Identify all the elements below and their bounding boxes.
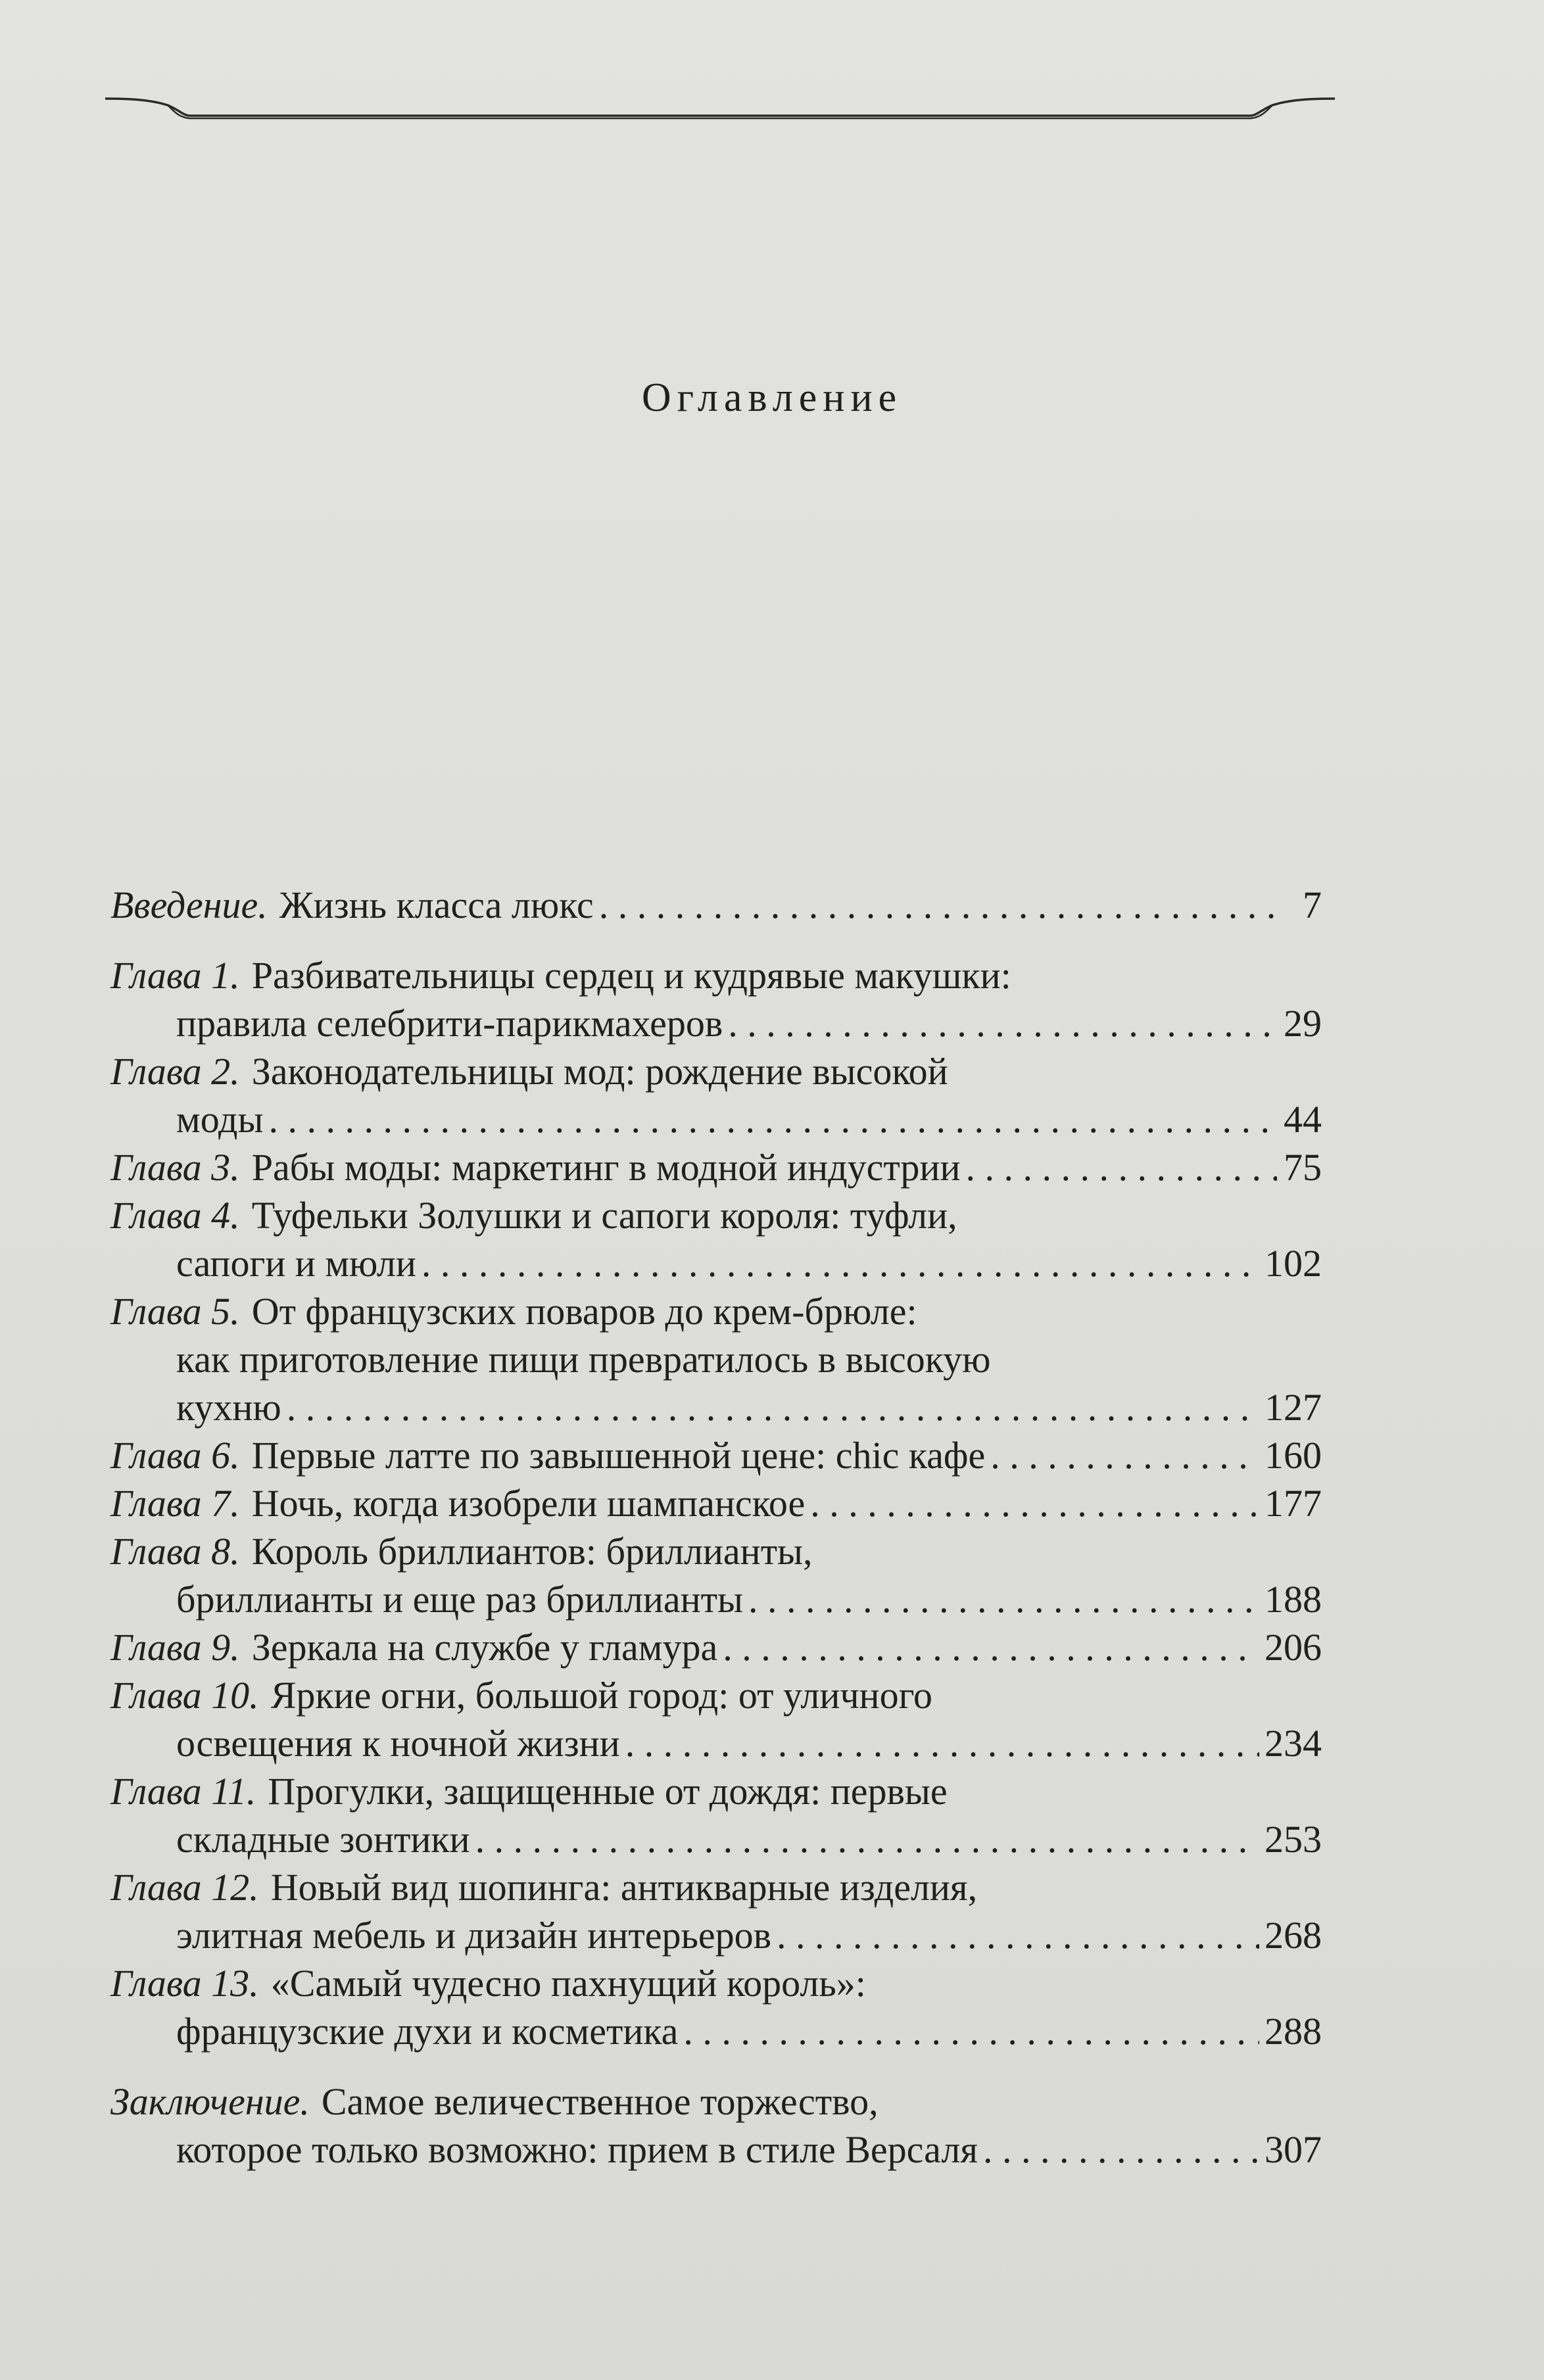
toc-entry-label: Глава 8. bbox=[110, 1530, 240, 1573]
toc-entry-title: французские духи и косметика bbox=[176, 2010, 679, 2053]
toc-entry-line bbox=[110, 1959, 1322, 2007]
toc-entry-line bbox=[110, 999, 1322, 1047]
dot-leader bbox=[810, 1479, 1259, 1527]
dot-leader bbox=[475, 1815, 1259, 1863]
toc-entry-label: Глава 6. bbox=[110, 1434, 240, 1477]
toc-entry-line bbox=[110, 1671, 1322, 1719]
toc-entry bbox=[110, 881, 1322, 929]
dot-leader bbox=[777, 1911, 1259, 1959]
dot-leader bbox=[683, 2007, 1259, 2055]
toc-entry-title: Новый вид шопинга: антикварные изделия, bbox=[270, 1866, 978, 1909]
toc-entry bbox=[110, 1671, 1322, 1767]
toc-page-number: 253 bbox=[1265, 1818, 1322, 1861]
toc-entry-line bbox=[110, 1191, 1322, 1239]
toc-entry-title: От французских поваров до крем-брюле: bbox=[251, 1290, 917, 1333]
toc-entry-line bbox=[110, 2007, 1322, 2055]
toc-entry-title: Зеркала на службе у гламура bbox=[251, 1626, 718, 1669]
toc-entry-line bbox=[110, 1335, 1322, 1383]
toc-page-number: 234 bbox=[1265, 1722, 1322, 1765]
toc-page-number: 160 bbox=[1265, 1434, 1322, 1477]
toc-entry bbox=[110, 2078, 1322, 2174]
dot-leader bbox=[723, 1623, 1259, 1671]
toc-entry bbox=[110, 1959, 1322, 2055]
toc-page-number: 206 bbox=[1265, 1626, 1322, 1669]
toc-entry-line bbox=[110, 1239, 1322, 1287]
toc-entry-title: правила селебрити-парикмахеров bbox=[176, 1002, 723, 1045]
toc-heading: Оглавление bbox=[641, 375, 903, 420]
toc-entry-title: сапоги и мюли bbox=[176, 1242, 416, 1285]
toc-entry-title: Рабы моды: маркетинг в модной индустрии bbox=[251, 1146, 961, 1189]
dot-leader bbox=[599, 881, 1277, 929]
toc-entry bbox=[110, 1431, 1322, 1479]
dot-leader bbox=[748, 1575, 1259, 1623]
toc-page-number: 307 bbox=[1265, 2128, 1322, 2171]
toc-page-number: 29 bbox=[1284, 1002, 1322, 1045]
toc-entry-title: Король бриллиантов: бриллианты, bbox=[251, 1530, 813, 1573]
toc-page-number: 177 bbox=[1265, 1482, 1322, 1525]
toc-entry-line bbox=[110, 1479, 1322, 1527]
toc-entry-line bbox=[110, 2126, 1322, 2174]
toc-entry-line bbox=[110, 1287, 1322, 1335]
toc-entry-title: Ночь, когда изобрели шампанское bbox=[251, 1482, 806, 1525]
toc-entry bbox=[110, 1143, 1322, 1191]
toc-entry-title: кухню bbox=[176, 1386, 281, 1429]
toc-entry bbox=[110, 1047, 1322, 1143]
toc-entry-title: Первые латте по завышенной цене: chic кафе bbox=[251, 1434, 986, 1477]
dot-leader bbox=[422, 1239, 1259, 1287]
toc-entry-label: Введение. bbox=[110, 884, 268, 926]
dot-leader bbox=[983, 2126, 1259, 2174]
toc-entry-title: которое только возможно: прием в стиле Версаля bbox=[176, 2128, 978, 2171]
toc-entry-label: Глава 7. bbox=[110, 1482, 240, 1525]
toc-entry bbox=[110, 1767, 1322, 1863]
toc-entry-line bbox=[110, 1575, 1322, 1623]
toc-entry-title: Яркие огни, большой город: от уличного bbox=[270, 1674, 932, 1717]
toc-entry bbox=[110, 1479, 1322, 1527]
toc-entry-title: Законодательницы мод: рождение высокой bbox=[251, 1050, 948, 1093]
toc-entry-title: освещения к ночной жизни bbox=[176, 1722, 620, 1765]
toc-entry-title: как приготовление пищи превратилось в высокую bbox=[176, 1338, 991, 1381]
toc-entry-label: Заключение. bbox=[110, 2080, 310, 2123]
toc-entry-title: элитная мебель и дизайн интерьеров bbox=[176, 1914, 772, 1957]
toc-entry bbox=[110, 1527, 1322, 1623]
toc-entry-line bbox=[110, 1143, 1322, 1191]
toc-entry-line bbox=[110, 1863, 1322, 1911]
header-ornament bbox=[105, 79, 1335, 125]
toc-entry-line bbox=[110, 1623, 1322, 1671]
toc-entry-line bbox=[110, 1719, 1322, 1767]
toc-page-number: 44 bbox=[1284, 1098, 1322, 1141]
toc-entry-title: Жизнь класса люкс bbox=[279, 884, 594, 926]
toc-entry-label: Глава 13. bbox=[110, 1962, 259, 2005]
toc-entry-line bbox=[110, 1047, 1322, 1095]
toc-entry-line bbox=[110, 2078, 1322, 2126]
dot-leader bbox=[287, 1383, 1259, 1431]
toc-entry-label: Глава 11. bbox=[110, 1770, 256, 1813]
toc-entry bbox=[110, 1623, 1322, 1671]
toc-entry-line bbox=[110, 1383, 1322, 1431]
toc-entry-label: Глава 12. bbox=[110, 1866, 259, 1909]
dot-leader bbox=[966, 1143, 1277, 1191]
dot-leader bbox=[625, 1719, 1259, 1767]
toc-entry bbox=[110, 1287, 1322, 1431]
toc-page-number: 75 bbox=[1284, 1146, 1322, 1189]
toc-entry-title: «Самый чудесно пахнущий король»: bbox=[270, 1962, 866, 2005]
toc-page-number: 127 bbox=[1265, 1386, 1322, 1429]
toc-entry-title: складные зонтики bbox=[176, 1818, 470, 1861]
toc-entry-title: Самое величественное торжество, bbox=[321, 2080, 879, 2123]
toc-entry-line bbox=[110, 881, 1322, 929]
toc-entry bbox=[110, 1191, 1322, 1287]
toc-entry-title: моды bbox=[176, 1098, 264, 1141]
toc-entry-label: Глава 9. bbox=[110, 1626, 240, 1669]
toc-entry-line bbox=[110, 951, 1322, 999]
toc-entry-line bbox=[110, 1431, 1322, 1479]
toc-entry-line bbox=[110, 1527, 1322, 1575]
toc-entry-label: Глава 4. bbox=[110, 1194, 240, 1237]
toc-entry-label: Глава 2. bbox=[110, 1050, 240, 1093]
dot-leader bbox=[728, 999, 1277, 1047]
toc-entry-line bbox=[110, 1815, 1322, 1863]
toc-entry bbox=[110, 1863, 1322, 1959]
toc-entry bbox=[110, 951, 1322, 1047]
toc-entry-title: Туфельки Золушки и сапоги короля: туфли, bbox=[251, 1194, 957, 1237]
toc-page-number: 188 bbox=[1265, 1578, 1322, 1621]
dot-leader bbox=[269, 1095, 1277, 1143]
toc-entry-title: бриллианты и еще раз бриллианты bbox=[176, 1578, 743, 1621]
toc-page-number: 268 bbox=[1265, 1914, 1322, 1957]
toc-entry-label: Глава 1. bbox=[110, 954, 240, 997]
toc-entry-label: Глава 3. bbox=[110, 1146, 240, 1189]
toc-entry-label: Глава 10. bbox=[110, 1674, 259, 1717]
toc-page-number: 288 bbox=[1265, 2010, 1322, 2053]
table-of-contents bbox=[110, 881, 1322, 2174]
toc-entry-line bbox=[110, 1767, 1322, 1815]
toc-entry-line bbox=[110, 1911, 1322, 1959]
toc-page-number: 7 bbox=[1303, 884, 1322, 926]
dot-leader bbox=[990, 1431, 1259, 1479]
toc-entry-line bbox=[110, 1095, 1322, 1143]
toc-entry-title: Разбивательницы сердец и кудрявые макушки: bbox=[251, 954, 1011, 997]
toc-page-number: 102 bbox=[1265, 1242, 1322, 1285]
toc-entry-label: Глава 5. bbox=[110, 1290, 240, 1333]
toc-entry-title: Прогулки, защищенные от дождя: первые bbox=[268, 1770, 948, 1813]
